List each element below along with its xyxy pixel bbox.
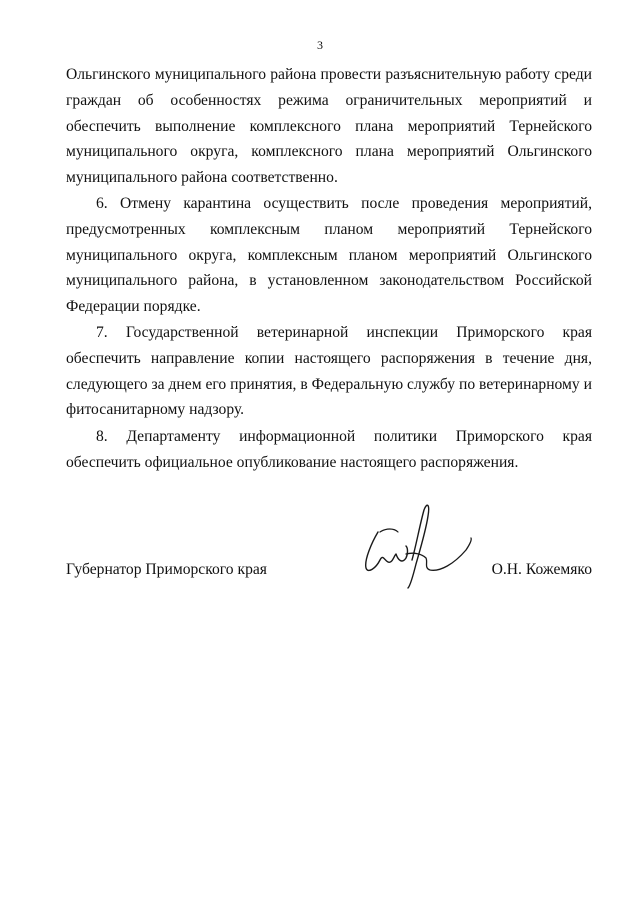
signatory-title: Губернатор Приморского края xyxy=(66,561,267,578)
paragraph-item-6 xyxy=(66,191,592,320)
signatory-name: О.Н. Кожемяко xyxy=(491,561,592,578)
paragraph-text: 8. Департаменту информационной политики Приморского края обеспечить официальное опубликование настоящего распоряжения. xyxy=(66,428,592,471)
paragraph-text: Ольгинского муниципального района провести разъяснительную работу среди граждан об особенностях режима ограничительных мероприятий и обеспечить выполнение комплексного плана мероприятий Тернейского муниципального округа, комплексного плана мероприятий Ольгинского муниципального района соответственно. xyxy=(66,66,592,187)
paragraph-item-8 xyxy=(66,424,592,476)
page-number: 3 xyxy=(317,38,323,52)
handwritten-signature xyxy=(350,498,475,593)
paragraph-item-7 xyxy=(66,320,592,423)
paragraph-continuation xyxy=(66,62,592,191)
paragraph-text: 7. Государственной ветеринарной инспекции Приморского края обеспечить направление копии настоящего распоряжения в течение дня, следующего за днем его принятия, в Федеральную службу по ветеринарному и фитосанитарному надзору. xyxy=(66,324,592,419)
paragraph-text: 6. Отмену карантина осуществить после проведения мероприятий, предусмотренных комплексным планом мероприятий Тернейского муниципального округа, комплексным планом мероприятий Ольгинского муниципального района, в установленном законодательством Российской Федерации порядке. xyxy=(66,195,592,316)
